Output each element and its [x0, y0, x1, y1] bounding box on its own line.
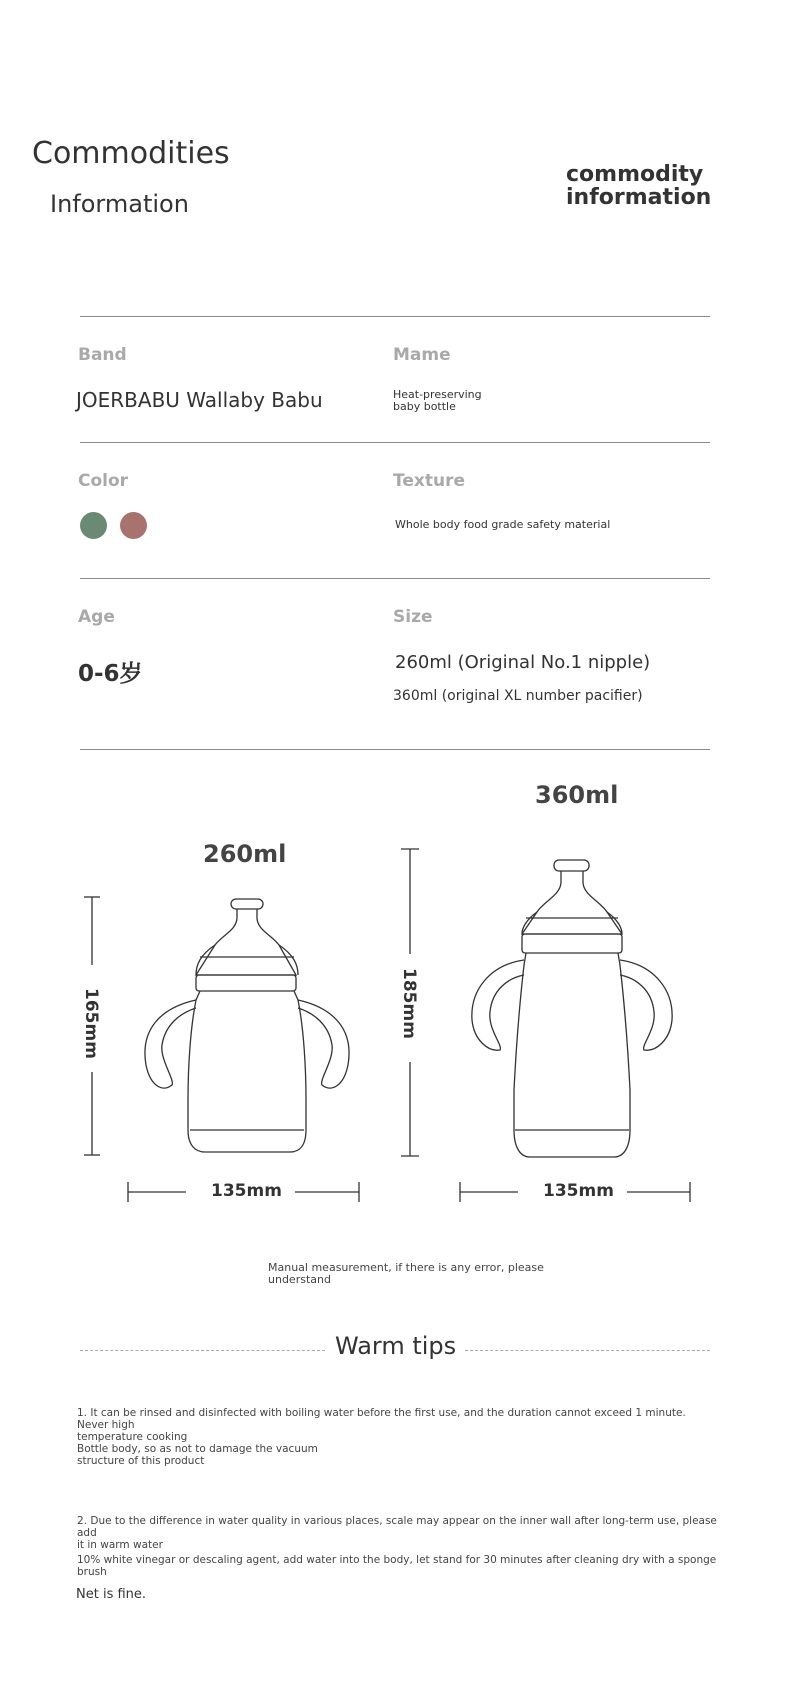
page-title: Commodities: [32, 136, 230, 171]
size-value-2: 360ml (original XL number pacifier): [393, 688, 643, 704]
warm-tips-title: Warm tips: [335, 1332, 457, 1360]
tips-divider-right: [465, 1350, 710, 1351]
small-bottle-height: 165mm: [81, 988, 101, 1059]
size-label: Size: [393, 607, 433, 627]
age-label: Age: [78, 607, 115, 627]
tip-2-line1: 2. Due to the difference in water quality in various places, scale may appear on the inner wall after long-term use, please add: [77, 1515, 717, 1539]
header-badge-line1: commodity: [566, 162, 704, 187]
large-bottle-icon: [472, 860, 672, 1157]
tip-1b: [77, 1443, 377, 1467]
small-bottle-capacity: 260ml: [203, 840, 287, 868]
tip-2b: 10% white vinegar or descaling agent, add water into the body, let stand for 30 minutes after cleaning dry with a sponge brush: [77, 1554, 717, 1578]
small-bottle-icon: [145, 899, 349, 1152]
color-label: Color: [78, 471, 129, 491]
large-bottle-width: 135mm: [543, 1181, 614, 1201]
tip-1b-line2: structure of this product: [77, 1455, 205, 1467]
tip-end: Net is fine.: [76, 1587, 147, 1602]
tip-1: [77, 1407, 717, 1443]
measurement-note-line1: Manual measurement, if there is any error, please: [268, 1261, 544, 1274]
name-value-line1: Heat-preserving: [393, 388, 482, 401]
tips-divider-left: [80, 1350, 325, 1351]
small-bottle-width: 135mm: [211, 1181, 282, 1201]
tip-1-line1: 1. It can be rinsed and disinfected with boiling water before the first use, and the duration cannot exceed 1 minute. Never high: [77, 1407, 686, 1431]
large-bottle-capacity: 360ml: [535, 781, 619, 809]
page-subtitle: Information: [50, 190, 189, 218]
name-value-line2: baby bottle: [393, 400, 456, 413]
size-value-1: 260ml (Original No.1 nipple): [395, 652, 651, 673]
texture-value: Whole body food grade safety material: [395, 518, 611, 531]
tip-1-line2: temperature cooking: [77, 1431, 188, 1443]
tip-1b-line1: Bottle body, so as not to damage the vacuum: [77, 1443, 318, 1455]
tip-2: [77, 1515, 717, 1551]
tip-2-line2: it in warm water: [77, 1539, 163, 1551]
header-badge-line2: information: [566, 185, 712, 210]
name-label: Mame: [393, 345, 451, 365]
texture-label: Texture: [393, 471, 465, 491]
age-value: 0-6岁: [78, 661, 143, 687]
band-label: Band: [78, 345, 127, 365]
band-value: JOERBABU Wallaby Babu: [76, 388, 323, 412]
measurement-note-line2: understand: [268, 1273, 331, 1286]
measurement-note: [268, 1262, 548, 1286]
large-bottle-height: 185mm: [399, 968, 419, 1039]
